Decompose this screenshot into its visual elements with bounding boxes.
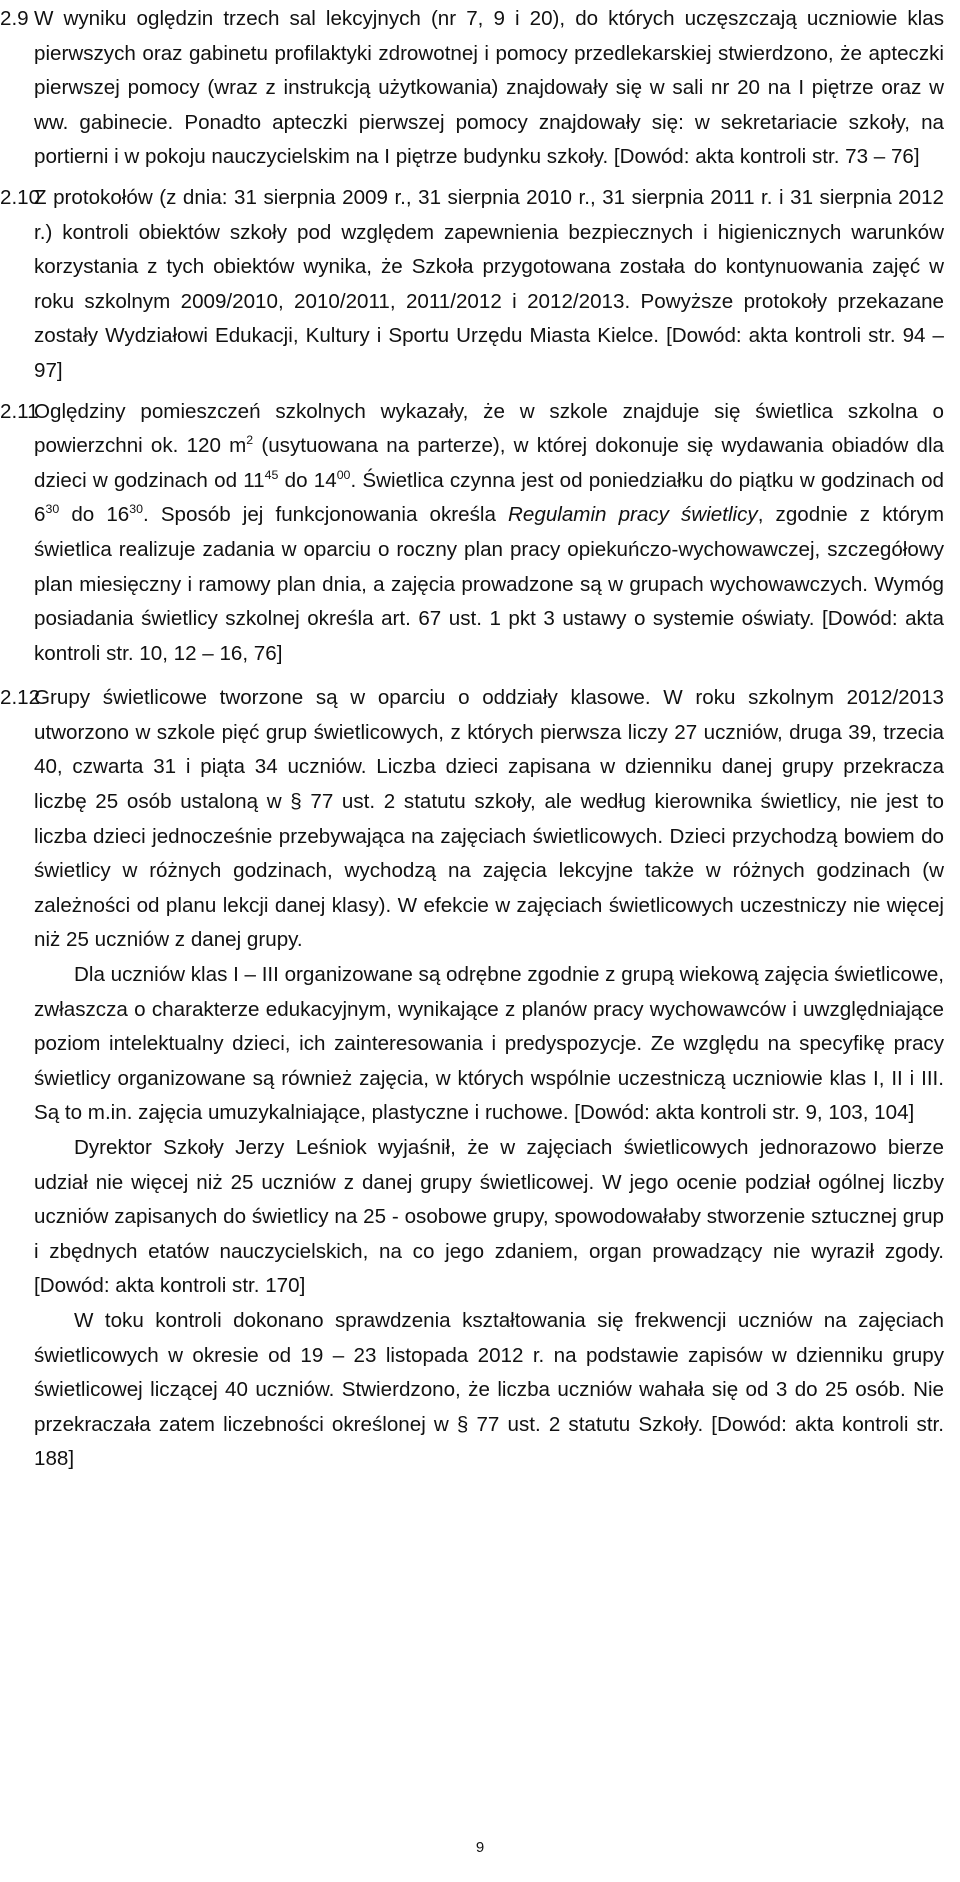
section-number: 2.9 — [0, 7, 29, 30]
section-number: 2.12 — [0, 686, 41, 710]
text-run: . Świetlica czynna jest od poniedziałku do piątku w godzinach od 6 — [34, 468, 944, 527]
paragraph: Grupy świetlicowe tworzone są w oparciu o oddziały klasowe. W roku szkolnym 2012/2013 utworzono w szkole pięć grup świetlicowych, z których pierwsza liczy 27 uczniów, druga 39, trzecia 40, czwarta 31 i piąta 34 uczniów. Liczba dzieci zapisana w dzienniku danej grupy przekracza liczbę 25 osób ustaloną w § 77 ust. 2 statutu szkoły, ale według kierownika świetlicy, nie jest to liczba dzieci jednocześnie przebywająca na zajęciach świetlicowych. Dzieci przychodzą bowiem do świetlicy w różnych godzinach, wychodzą na zajęcia lekcyjne także w różnych godzinach (w zależności od planu lekcji danej klasy). W efekcie w zajęciach świetlicowych uczestniczy nie więcej niż 25 uczniów z danej grupy. — [34, 686, 944, 952]
text-run: (usytuowana na parterze), w której dokonuje się wydawania obiadów dla dzieci w godzinach od 11 — [34, 434, 944, 492]
section-number: 2.10 — [0, 185, 41, 209]
section-2-9 — [0, 2, 944, 175]
superscript: 2 — [246, 433, 254, 448]
paragraph: W wyniku oględzin trzech sal lekcyjnych (nr 7, 9 i 20), do których uczęszczają uczniowie klas pierwszych oraz gabinetu profilaktyki zdrowotnej i pomocy przedlekarskiej stwierdzono, że apteczki pierwszej pomocy (wraz z instrukcją użytkowania) znajdowały się w sali nr 20 na I piętrze oraz w ww. gabinecie. Ponadto apteczki pierwszej pomocy znajdowały się: w sekretariacie szkoły, na portierni i w pokoju nauczycielskim na I piętrze budynku szkoły. [Dowód: akta kontroli str. 73 – 76] — [34, 7, 944, 169]
page-number: 9 — [475, 1839, 485, 1856]
text-run: , zgodnie z którym świetlica realizuje zadania w oparciu o roczny plan pracy opiekuńczo-wychowawczej, szczegółowy plan miesięczny i ramowy plan dnia, a zajęcia prowadzone są w grupach wychowawczych. Wymóg posiadania świetlicy szkolnej określa art. 67 ust. 1 pkt 3 ustawy o systemie oświaty. [Dowód: akta kontroli str. 10, 12 – 16, 76] — [34, 503, 944, 665]
superscript: 30 — [129, 502, 143, 517]
text-run: do 16 — [59, 503, 130, 527]
paragraph: W toku kontroli dokonano sprawdzenia kształtowania się frekwencji uczniów na zajęciach świetlicowych w okresie od 19 – 23 listopada 2012 r. na podstawie zapisów w dzienniku grupy świetlicowej liczącej 40 uczniów. Stwierdzono, że liczba uczniów wahała się od 3 do 25 osób. Nie przekraczała zatem liczebności określonej w § 77 ust. 2 statutu Szkoły. [Dowód: akta kontroli str. 188] — [34, 1308, 944, 1471]
section-2-12 — [0, 681, 944, 1477]
superscript: 45 — [264, 467, 279, 482]
superscript: 00 — [336, 467, 351, 482]
paragraph: Dyrektor Szkoły Jerzy Leśniok wyjaśnił, że w zajęciach świetlicowych jednorazowo bierze udział nie więcej niż 25 uczniów z danej grupy świetlicowej. W jego ocenie podział ogólnej liczby uczniów zapisanych do świetlicy na 25 - osobowe grupy, spowodowałaby stworzenie sztucznej grup i zbędnych etatów nauczycielskich, na co jego zdaniem, organ prowadzący nie wyraził zgody. [Dowód: akta kontroli str. 170] — [34, 1136, 944, 1298]
section-2-11 — [0, 395, 944, 672]
paragraph: Z protokołów (z dnia: 31 sierpnia 2009 r., 31 sierpnia 2010 r., 31 sierpnia 2011 r. i 31 sierpnia 2012 r.) kontroli obiektów szkoły pod względem zapewnienia bezpiecznych i higienicznych warunków korzystania z tych obiektów wynika, że Szkoła przygotowana została do kontynuowania zajęć w roku szkolnym 2009/2010, 2010/2011, 2011/2012 i 2012/2013. Powyższe protokoły przekazane zostały Wydziałowi Edukacji, Kultury i Sportu Urzędu Miasta Kielce. [Dowód: akta kontroli str. 94 – 97] — [34, 185, 944, 382]
document-title-italic: Regulamin pracy świetlicy — [508, 503, 758, 527]
text-run: Oględziny pomieszczeń szkolnych wykazały, że w szkole znajduje się świetlica szkolna o powierzchni ok. 120 m — [34, 399, 944, 458]
section-number: 2.11 — [0, 399, 39, 423]
text-run: . Sposób jej funkcjonowania określa — [143, 503, 509, 527]
section-2-10 — [0, 181, 944, 389]
paragraph — [34, 395, 944, 672]
superscript: 30 — [45, 502, 60, 517]
text-run: do 14 — [278, 468, 337, 492]
paragraph: Dla uczniów klas I – III organizowane są odrębne zgodnie z grupą wiekową zajęcia świetlicowe, zwłaszcza o charakterze edukacyjnym, wynikające z planów pracy wychowawców i uwzględniające poziom intelektualny dzieci, ich zainteresowania i predyspozycje. Ze względu na specyfikę pracy świetlicy organizowane są również zajęcia, w których wspólnie uczestniczą uczniowie klas I, II i III. Są to m.in. zajęcia umuzykalniające, plastyczne i ruchowe. [Dowód: akta kontroli str. 9, 103, 104] — [34, 963, 944, 1125]
